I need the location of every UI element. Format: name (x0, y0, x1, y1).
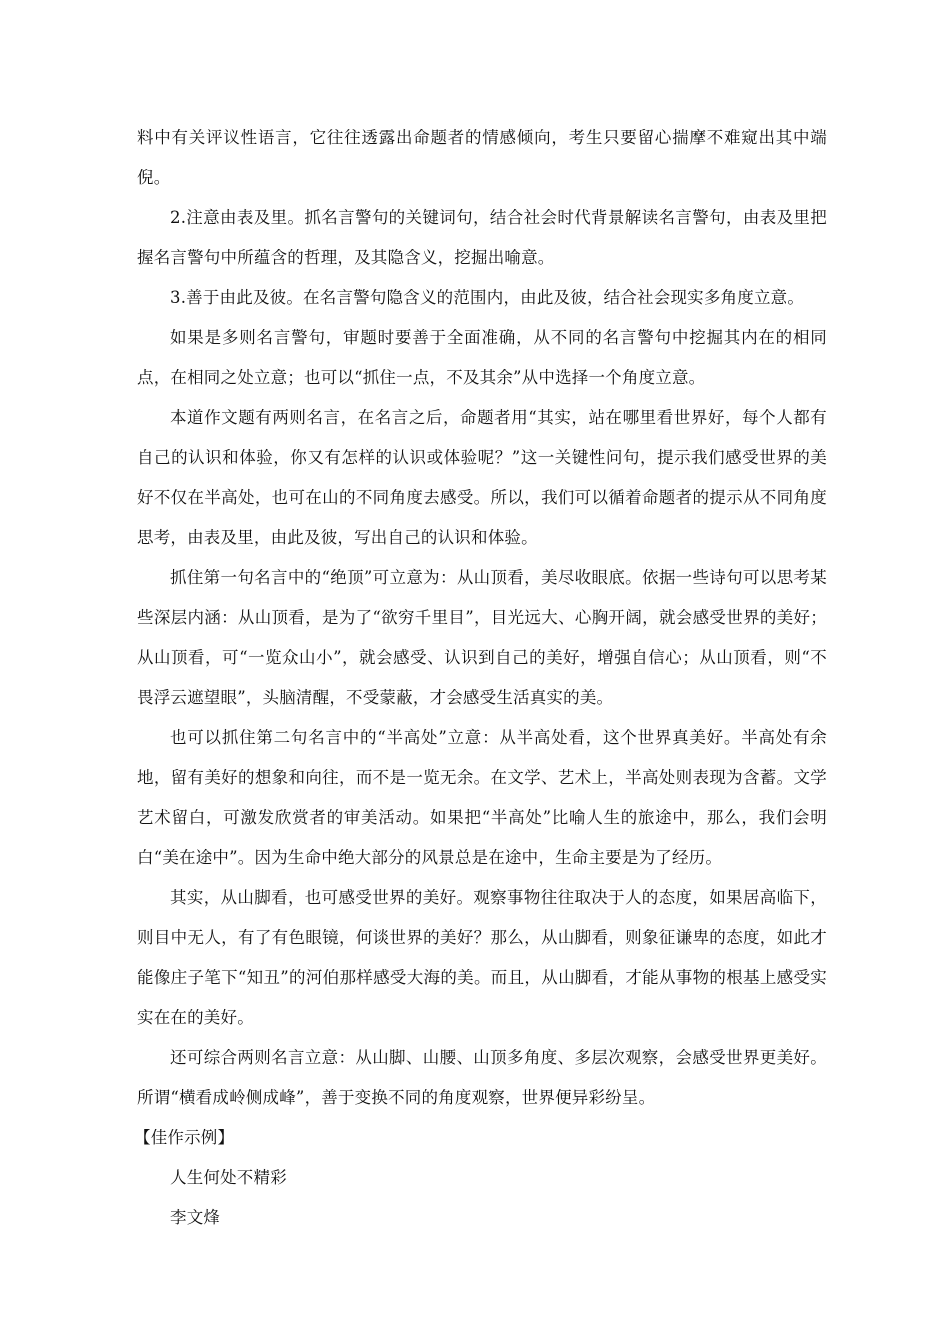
essay-title: 人生何处不精彩 (170, 1168, 287, 1187)
paragraph-point-3: 3.善于由此及彼。在名言警句隐含义的范围内，由此及彼，结合社会现实多角度立意。 (170, 288, 805, 307)
essay-author: 李文烽 (170, 1208, 221, 1227)
paragraph-continued: 料中有关评议性语言，它往往透露出命题者的情感倾向，考生只要留心揣摩不难窥出其中端倪。 (137, 128, 827, 187)
paragraph-point-2: 2.注意由表及里。抓名言警句的关键词句，结合社会时代背景解读名言警句，由表及里把握名言警句中所蕴含的哲理，及其隐含义，挖掘出喻意。 (137, 208, 827, 267)
document-body (134, 118, 827, 1238)
paragraph-combined-view: 还可综合两则名言立意：从山脚、山腰、山顶多角度、多层次观察，会感受世界更美好。所谓“横看成岭侧成峰”，善于变换不同的角度观察，世界便异彩纷呈。 (137, 1048, 827, 1107)
paragraph-summit-view: 抓住第一句名言中的“绝顶”可立意为：从山顶看，美尽收眼底。依据一些诗句可以思考某些深层内涵：从山顶看，是为了“欲穷千里目”，目光远大、心胸开阔，就会感受世界的美好；从山顶看，可“一览众山小”，就会感受、认识到自己的美好，增强自信心；从山顶看，则“不畏浮云遮望眼”，头脑清醒，不受蒙蔽，才会感受生活真实的美。 (137, 568, 827, 707)
paragraph-multiple-quotes: 如果是多则名言警句，审题时要善于全面准确，从不同的名言警句中挖掘其内在的相同点，在相同之处立意；也可以“抓住一点，不及其余”从中选择一个角度立意。 (137, 328, 827, 387)
paragraph-foot-view: 其实，从山脚看，也可感受世界的美好。观察事物往往取决于人的态度，如果居高临下，则目中无人，有了有色眼镜，何谈世界的美好？那么，从山脚看，则象征谦卑的态度，如此才能像庄子笔下“知丑”的河伯那样感受大海的美。而且，从山脚看，才能从事物的根基上感受实实在在的美好。 (137, 888, 827, 1027)
section-heading: 【佳作示例】 (134, 1128, 235, 1147)
paragraph-halfway-view: 也可以抓住第二句名言中的“半高处”立意：从半高处看，这个世界真美好。半高处有余地，留有美好的想象和向往，而不是一览无余。在文学、艺术上，半高处则表现为含蓄。文学艺术留白，可激发欣赏者的审美活动。如果把“半高处”比喻人生的旅途中，那么，我们会明白“美在途中”。因为生命中绝大部分的风景总是在途中，生命主要是为了经历。 (137, 728, 827, 867)
paragraph-prompt-analysis: 本道作文题有两则名言，在名言之后，命题者用“其实，站在哪里看世界好，每个人都有自己的认识和体验，你又有怎样的认识或体验呢？”这一关键性问句，提示我们感受世界的美好不仅在半高处，也可在山的不同角度去感受。所以，我们可以循着命题者的提示从不同角度思考，由表及里，由此及彼，写出自己的认识和体验。 (137, 408, 827, 547)
